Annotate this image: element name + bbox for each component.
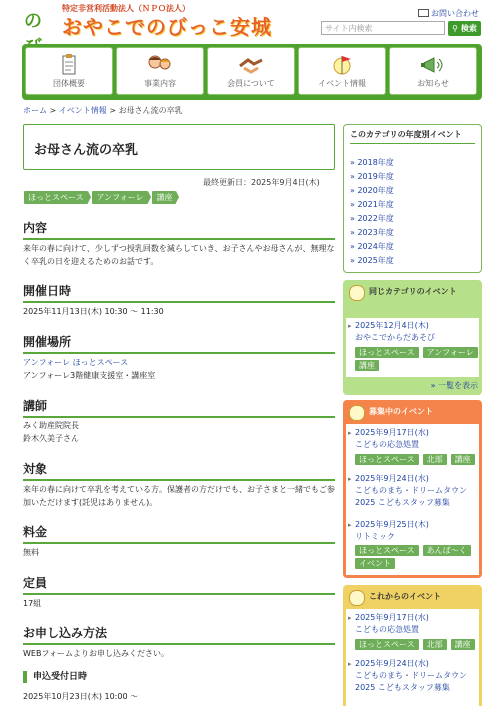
section-text-content: 来年の春に向けて、少しずつ授乳回数を減らしていき、お子さんやお母さんが、無理なく卒乳の日を迎えるためのお話です。 xyxy=(23,244,335,266)
year-link[interactable]: 2021年度 xyxy=(357,200,394,209)
flag-icon xyxy=(329,54,355,76)
breadcrumb-home[interactable]: ホーム xyxy=(23,106,47,115)
clipboard-icon xyxy=(56,54,82,76)
search-button-label: 検索 xyxy=(460,24,477,33)
search-icon: ⚲ xyxy=(452,24,459,33)
lecturer-title: みく助産院院長 xyxy=(23,421,79,430)
same-category-panel xyxy=(343,280,482,395)
event-link[interactable]: こどもの応急処置 xyxy=(355,625,419,634)
family-icon xyxy=(147,54,173,76)
nav-label: お知らせ xyxy=(417,79,449,88)
year-link[interactable]: 2024年度 xyxy=(357,242,394,251)
section-text-place: アンフォーレ3階健康支援室・講座室 xyxy=(23,371,156,380)
breadcrumb-separator: > xyxy=(106,106,119,115)
event-date-text: 2025年9月25日(木) xyxy=(355,520,429,529)
site-logo-title[interactable]: おやこでのびっこ安城 xyxy=(62,15,272,39)
section-text-capacity: 17組 xyxy=(23,599,42,608)
nav-label: 団体概要 xyxy=(53,79,85,88)
nav-label: 事業内容 xyxy=(144,79,176,88)
search-button[interactable] xyxy=(448,21,481,36)
nav-item-membership[interactable] xyxy=(207,47,295,95)
title-box xyxy=(23,124,335,170)
section-text-fee: 無料 xyxy=(23,548,39,557)
tag-link[interactable]: アンフォーレ xyxy=(92,191,147,204)
section-heading-capacity: 定員 xyxy=(23,574,335,595)
section-heading-content: 内容 xyxy=(23,219,335,240)
event-date: ▸ 2025年9月25日(木) xyxy=(348,520,429,529)
event-link[interactable]: リトミック xyxy=(355,532,395,541)
event-date: ▸ 2025年9月24日(水) xyxy=(348,659,429,668)
breadcrumb-current: お母さん流の卒乳 xyxy=(118,106,183,115)
panel-title: 同じカテゴリのイベント xyxy=(369,287,457,296)
event-date-text: 2025年9月17日(水) xyxy=(355,613,429,622)
event-date: ▸ 2025年9月24日(水) xyxy=(348,474,429,483)
section-text-accept: 2025年10月23日(木) 10:00 〜 xyxy=(23,692,139,701)
lecturer-name: 鈴木久美子さん xyxy=(23,434,79,443)
global-nav xyxy=(22,44,482,100)
recruiting-panel xyxy=(343,400,482,578)
panel-title: 募集中のイベント xyxy=(369,407,433,416)
event-date: ▸ 2025年9月17日(水) xyxy=(348,613,429,622)
tag-link[interactable]: イベント xyxy=(355,558,395,569)
panel-body xyxy=(346,318,479,377)
event-date-text: 2025年9月24日(水) xyxy=(355,474,429,483)
nav-item-about[interactable] xyxy=(25,47,113,95)
article-tags xyxy=(24,191,178,204)
nav-item-news[interactable] xyxy=(389,47,477,95)
flag-icon xyxy=(349,405,365,421)
panel-header xyxy=(343,280,482,318)
page-title: お母さん流の卒乳 xyxy=(34,143,139,158)
tag-link[interactable]: ほっとスペース xyxy=(355,454,419,465)
tag-link[interactable]: 講座 xyxy=(152,191,176,204)
panel-header xyxy=(343,400,482,424)
flag-icon xyxy=(349,285,365,301)
year-link[interactable]: 2019年度 xyxy=(357,172,394,181)
section-text-date: 2025年11月13日(木) 10:30 〜 11:30 xyxy=(23,307,164,316)
logo-mark[interactable]: の xyxy=(24,11,42,32)
tag-link[interactable]: 講座 xyxy=(355,360,379,371)
megaphone-icon xyxy=(420,54,446,76)
event-date-text: 2025年9月17日(水) xyxy=(355,428,429,437)
contact-label: お問い合わせ xyxy=(431,9,479,18)
subsection-heading-accept: 申込受付日時 xyxy=(23,671,345,683)
event-link[interactable]: こどものまち・ドリームタウン2025 こどもスタッフ募集 xyxy=(355,671,467,692)
year-link[interactable]: 2020年度 xyxy=(357,186,394,195)
nav-item-events[interactable] xyxy=(298,47,386,95)
flag-icon xyxy=(349,590,365,606)
place-link[interactable]: アンフォーレ ほっとスペース xyxy=(23,358,129,367)
search-input[interactable]: サイト内検索 xyxy=(321,21,445,35)
event-link[interactable]: おやこでからだあそび xyxy=(355,333,435,342)
mail-icon xyxy=(418,9,429,17)
section-heading-fee: 料金 xyxy=(23,523,335,544)
tag-link[interactable]: 講座 xyxy=(451,639,475,650)
section-text-target: 来年の春に向けて卒乳を考えている方。保護者の方だけでも、お子さまと一緒でもご参加いただけます(託児はありません)。 xyxy=(23,485,335,507)
year-link[interactable]: 2023年度 xyxy=(357,228,394,237)
event-tags xyxy=(355,545,483,571)
year-link[interactable]: 2018年度 xyxy=(357,158,394,167)
show-list-link[interactable]: » 一覧を表示 xyxy=(430,381,478,390)
event-date-text: 2025年12月4日(木) xyxy=(355,321,429,330)
panel-body xyxy=(346,609,479,706)
tag-link[interactable]: あんぱ〜く xyxy=(423,545,471,556)
event-tags xyxy=(355,639,483,652)
tag-link[interactable]: ほっとスペース xyxy=(24,191,88,204)
tag-link[interactable]: 北部 xyxy=(423,639,447,650)
event-date-text: 2025年9月24日(水) xyxy=(355,659,429,668)
section-heading-date: 開催日時 xyxy=(23,282,335,303)
section-heading-apply: お申し込み方法 xyxy=(23,624,335,645)
event-date: ▸ 2025年9月17日(水) xyxy=(348,428,429,437)
nav-label: 会員について xyxy=(227,79,275,88)
tag-link[interactable]: ほっとスペース xyxy=(355,347,419,358)
tag-link[interactable]: ほっとスペース xyxy=(355,545,419,556)
yearly-events-title: このカテゴリの年度別イベント xyxy=(350,129,475,144)
tag-link[interactable]: 講座 xyxy=(451,454,475,465)
event-date: ▸ 2025年12月4日(木) xyxy=(348,321,429,330)
tag-link[interactable]: アンフォーレ xyxy=(423,347,478,358)
event-link[interactable]: こどもの応急処置 xyxy=(355,440,419,449)
event-link[interactable]: こどものまち・ドリームタウン2025 こどもスタッフ募集 xyxy=(355,486,467,507)
tag-link[interactable]: ほっとスペース xyxy=(355,639,419,650)
yearly-events-box xyxy=(343,124,482,273)
panel-title: これからのイベント xyxy=(369,592,441,601)
event-tags xyxy=(355,347,483,373)
panel-header xyxy=(343,585,482,609)
year-list xyxy=(350,156,394,268)
last-updated: 最終更新日：2025年9月4日(木) xyxy=(203,178,320,187)
section-heading-target: 対象 xyxy=(23,460,335,481)
section-heading-lecturer: 講師 xyxy=(23,397,335,418)
nav-label: イベント情報 xyxy=(318,79,366,88)
breadcrumb-separator: > xyxy=(47,106,59,115)
tag-link[interactable]: 北部 xyxy=(423,454,447,465)
nav-item-business[interactable] xyxy=(116,47,204,95)
upcoming-panel xyxy=(343,585,482,706)
breadcrumb-events[interactable]: イベント情報 xyxy=(58,106,107,115)
handshake-icon xyxy=(238,54,264,76)
year-link[interactable]: 2022年度 xyxy=(357,214,394,223)
breadcrumb xyxy=(23,105,183,116)
section-heading-place: 開催場所 xyxy=(23,333,335,354)
section-text-apply: WEBフォームよりお申し込みください。 xyxy=(23,649,170,658)
panel-body xyxy=(346,424,479,575)
year-link[interactable]: 2025年度 xyxy=(357,256,394,265)
event-tags xyxy=(355,454,483,467)
contact-link[interactable] xyxy=(418,8,479,19)
org-subtitle: 特定非営利活動法人（ＮＰＯ法人） xyxy=(62,4,190,13)
